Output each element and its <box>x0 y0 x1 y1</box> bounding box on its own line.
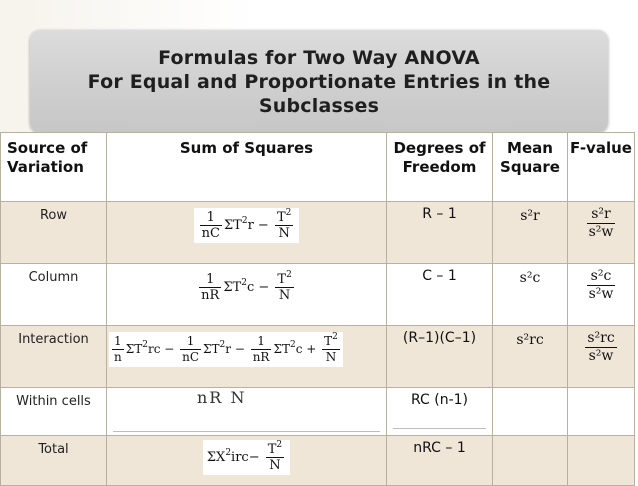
ms-column-value: s²c <box>519 270 541 286</box>
header-degrees-of-freedom: Degrees of Freedom <box>387 133 493 202</box>
formula-artifact: nR N <box>197 388 247 407</box>
ss-row <box>107 202 387 264</box>
f-column-denominator: s²w <box>588 286 614 302</box>
f-row-denominator: s²w <box>588 224 614 240</box>
f-interaction-numerator: s²rc <box>587 330 615 346</box>
f-column-numerator: s²c <box>590 268 612 284</box>
table-row <box>1 436 635 486</box>
df-within-cells-value: RC (n-1) <box>410 392 468 408</box>
f-row-numerator: s²r <box>591 206 611 222</box>
ms-interaction-value: s²rc <box>516 332 544 348</box>
table-row <box>1 388 635 436</box>
f-row <box>568 202 635 264</box>
table-row <box>1 202 635 264</box>
source-total: Total <box>1 436 107 486</box>
formula-placeholder-box <box>113 405 380 432</box>
header-source: Source of Variation <box>1 133 107 202</box>
f-total <box>568 436 635 486</box>
ss-column <box>107 264 387 326</box>
title-line-1: Formulas for Two Way ANOVA <box>158 47 480 69</box>
f-column <box>568 264 635 326</box>
ms-within-cells <box>493 388 568 436</box>
header-mean-square: Mean Square <box>493 133 568 202</box>
title-line-3: Subclasses <box>258 95 380 117</box>
formula-interaction: $\frac{1}{n}$ $\Sigma T^2rc$ − $\frac{1}{nC}$ $\Sigma T^2r$ − $\frac{1}{nR}$ $\Sigma T^2c$ + $\frac{T^2}{N}$ <box>109 332 343 367</box>
header-f-value: F-value <box>568 133 635 202</box>
table-row <box>1 326 635 388</box>
df-row: R – 1 <box>387 202 493 264</box>
source-column: Column <box>1 264 107 326</box>
f-within-cells <box>568 388 635 436</box>
source-interaction: Interaction <box>1 326 107 388</box>
f-interaction-denominator: s²w <box>585 347 616 365</box>
anova-table <box>0 132 635 486</box>
df-placeholder-box <box>393 412 486 429</box>
df-within-cells <box>387 388 493 436</box>
formula-total: $\Sigma X^2irc-$ $\frac{T^2}{N}$ <box>203 440 290 475</box>
ss-interaction <box>107 326 387 388</box>
formula-row: $\frac{1}{nC}$ $\Sigma T^2r$ − $\frac{T^2}{N}$ <box>194 208 300 243</box>
title-line-2: For Equal and Proportionate Entries in the <box>87 71 551 93</box>
header-sum-of-squares: Sum of Squares <box>107 133 387 202</box>
df-column: C – 1 <box>387 264 493 326</box>
ms-total <box>493 436 568 486</box>
df-total: nRC – 1 <box>387 436 493 486</box>
ss-total <box>107 436 387 486</box>
df-interaction: (R–1)(C–1) <box>387 326 493 388</box>
ms-row-value: s²r <box>520 208 540 224</box>
ms-column <box>493 264 568 326</box>
ms-row <box>493 202 568 264</box>
slide-title <box>30 46 608 118</box>
table-header-row <box>1 133 635 202</box>
ms-interaction <box>493 326 568 388</box>
table-row <box>1 264 635 326</box>
source-row: Row <box>1 202 107 264</box>
source-within-cells: Within cells <box>1 388 107 436</box>
f-interaction <box>568 326 635 388</box>
ss-within-cells <box>107 388 387 436</box>
formula-column: $\frac{1}{nR}$ $\Sigma T^2c$ − $\frac{T^2}{N}$ <box>193 270 300 305</box>
